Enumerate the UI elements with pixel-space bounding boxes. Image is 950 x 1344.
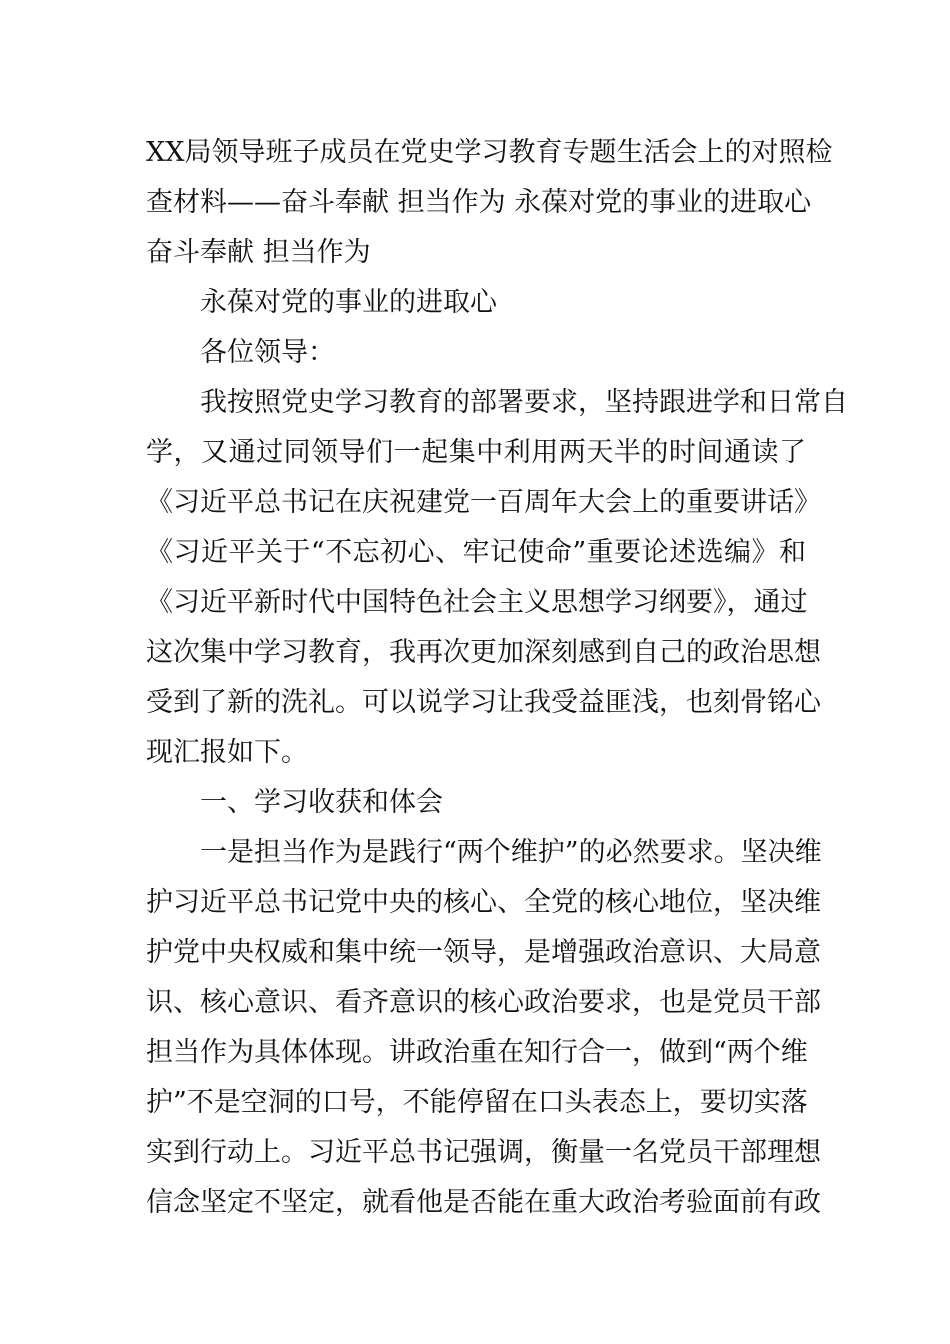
paragraph-line: 《习近平总书记在庆祝建党一百周年大会上的重要讲话》	[146, 487, 821, 518]
paragraph-line: 实到行动上。习近平总书记强调，衡量一名党员干部理想	[146, 1137, 821, 1168]
paragraph-line: 学，又通过同领导们一起集中利用两天半的时间通读了	[146, 437, 806, 468]
paragraph-line: 《习近平新时代中国特色社会主义思想学习纲要》，通过	[146, 587, 808, 618]
salutation: 各位领导：	[146, 337, 335, 368]
paragraph-line: 护党中央权威和集中统一领导，是增强政治意识、大局意	[146, 937, 821, 968]
paragraph-line: 护”不是空洞的口号，不能停留在口头表态上，要切实落	[146, 1087, 808, 1118]
paragraph-line: 我按照党史学习教育的部署要求，坚持跟进学和日常自	[146, 387, 848, 418]
paragraph-line: 这次集中学习教育，我再次更加深刻感到自己的政治思想	[146, 637, 821, 668]
paragraph-line: 一是担当作为是践行“两个维护”的必然要求。坚决维	[146, 837, 822, 868]
paragraph-line: 识、核心意识、看齐意识的核心政治要求，也是党员干部	[146, 987, 821, 1018]
paragraph-line: 《习近平关于“不忘初心、牢记使命”重要论述选编》和	[146, 537, 806, 568]
paragraph-line: 担当作为具体体现。讲政治重在知行合一，做到“两个维	[146, 1037, 808, 1068]
paragraph-line: 现汇报如下。	[146, 737, 308, 768]
paragraph-line: 受到了新的洗礼。可以说学习让我受益匪浅，也刻骨铭心	[146, 687, 821, 718]
title-line-1: XX局领导班子成员在党史学习教育专题生活会上的对照检	[146, 137, 833, 168]
section-heading: 一、学习收获和体会	[146, 787, 443, 818]
paragraph-line: 护习近平总书记党中央的核心、全党的核心地位，坚决维	[146, 887, 821, 918]
title-line-2: 查材料——奋斗奉献 担当作为 永葆对党的事业的进取心	[146, 187, 812, 218]
paragraph-line: 信念坚定不坚定，就看他是否能在重大政治考验面前有政	[146, 1187, 821, 1218]
subtitle-line: 永葆对党的事业的进取心	[146, 287, 497, 318]
document-title	[146, 128, 833, 228]
subtitle-line: 奋斗奉献 担当作为	[146, 237, 371, 268]
